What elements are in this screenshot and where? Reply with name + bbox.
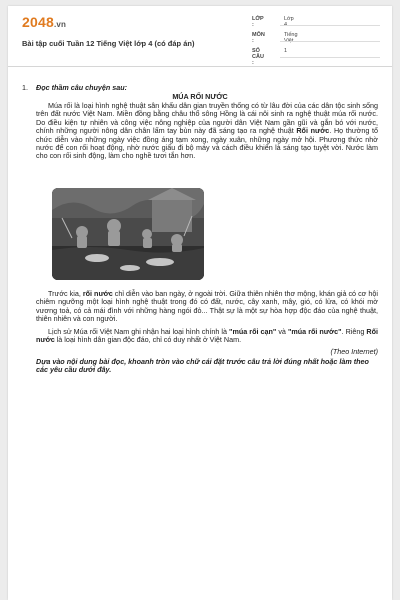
p3-text-g: là loại hình dân gian độc đáo, chỉ có duy nhất ở Việt Nam. xyxy=(54,335,242,345)
question-instruction: Dựa vào nội dung bài đọc, khoanh tròn vào chữ cái đặt trước câu trả lời đúng nhất hoặc làm theo các yêu cầu dưới đây. xyxy=(36,357,369,375)
document-title: Bài tập cuối Tuần 12 Tiếng Việt lớp 4 (có đáp án) xyxy=(22,39,195,48)
mon-value: Tiếng Việt xyxy=(284,32,298,44)
story-paragraph-2 xyxy=(36,290,378,324)
p2-text-c: chỉ diễn vào ban ngày, ở ngoài trời. Giữa thiên nhiên thơ mộng, khán giả có cơ hội chiêm ngưỡng một loại hình nghệ thuật trong đó có đất, nước, cây xanh, mây, gió, có lửa, có khói mờ vương toả, có cả mái đình với những hàng ngói đỏ... Thật sự là một sự hòa hợp độc đáo của nghệ thuật, thiên nhiên và con người. xyxy=(36,289,378,324)
story-title: MÚA RỐI NƯỚC xyxy=(172,92,228,101)
story-paragraph-3 xyxy=(36,328,378,345)
water-puppet-image xyxy=(52,188,204,280)
mon-underline xyxy=(280,41,380,42)
p3-bold-3: Rối nước xyxy=(36,327,378,345)
lop-underline xyxy=(280,25,380,26)
question-number: 1. xyxy=(22,83,28,92)
p3-bold-1: "múa rối cạn" xyxy=(229,327,277,336)
p2-bold: rối nước xyxy=(82,289,113,298)
socau-underline xyxy=(280,57,380,58)
socau-label: SỐ CÂU : xyxy=(252,48,264,66)
p2-text-a: Trước kia, xyxy=(48,289,83,298)
water-puppet-illustration xyxy=(52,188,204,280)
story-paragraph-1 xyxy=(36,102,378,161)
socau-value: 1 xyxy=(284,48,288,54)
p1-text-c: . Họ thường tổ chức diễn vào những ngày việc đồng áng tạm xong, ngày xuân, những ngày mở hội. Phương thức nhờ nước để con rối hoạt động, nhờ nước giấu đi bộ máy và cách điều khiển là sáng tạo tuyệt vời. Nước làm cho con rối sinh động, làm cho nghề tươi tắn hơn. xyxy=(36,126,378,161)
question-prompt: Đọc thầm câu chuyện sau: xyxy=(36,83,128,92)
logo-tld: .vn xyxy=(53,20,67,29)
p3-text-a: Lịch sử Múa rối Việt Nam ghi nhận hai loại hình chính là xyxy=(48,327,230,336)
p1-bold: Rối nước xyxy=(296,126,330,136)
lop-value: Lớp 4 xyxy=(284,16,294,28)
worksheet-page xyxy=(8,6,392,600)
story-source: (Theo Internet) xyxy=(330,347,378,356)
p3-text-c: và xyxy=(276,327,288,336)
mon-label: MÔN : xyxy=(252,32,265,44)
p3-bold-2: "múa rối nước" xyxy=(287,327,342,336)
site-logo[interactable] xyxy=(22,14,66,30)
lop-label: LỚP : xyxy=(252,16,264,28)
worksheet-header xyxy=(8,6,392,67)
p3-text-e: . Riêng xyxy=(341,327,367,336)
p1-text-a: Múa rối là loại hình nghệ thuật sân khấu dân gian truyền thống có từ lâu đời của các dân tộc sinh sống trên đất nước Việt Nam. Miền đồng bằng châu thổ sông Hồng là cái nôi sinh ra nghệ thuật múa rối nước. Do điều kiện tự nhiên và công việc nông nghiệp của người dân Việt Nam gần gũi và gắn bó với nước, chính những người nông dân chân lấm tay bùn này đã sáng tạo ra nghệ thuật xyxy=(36,101,378,136)
logo-text: 2048 xyxy=(22,14,54,30)
